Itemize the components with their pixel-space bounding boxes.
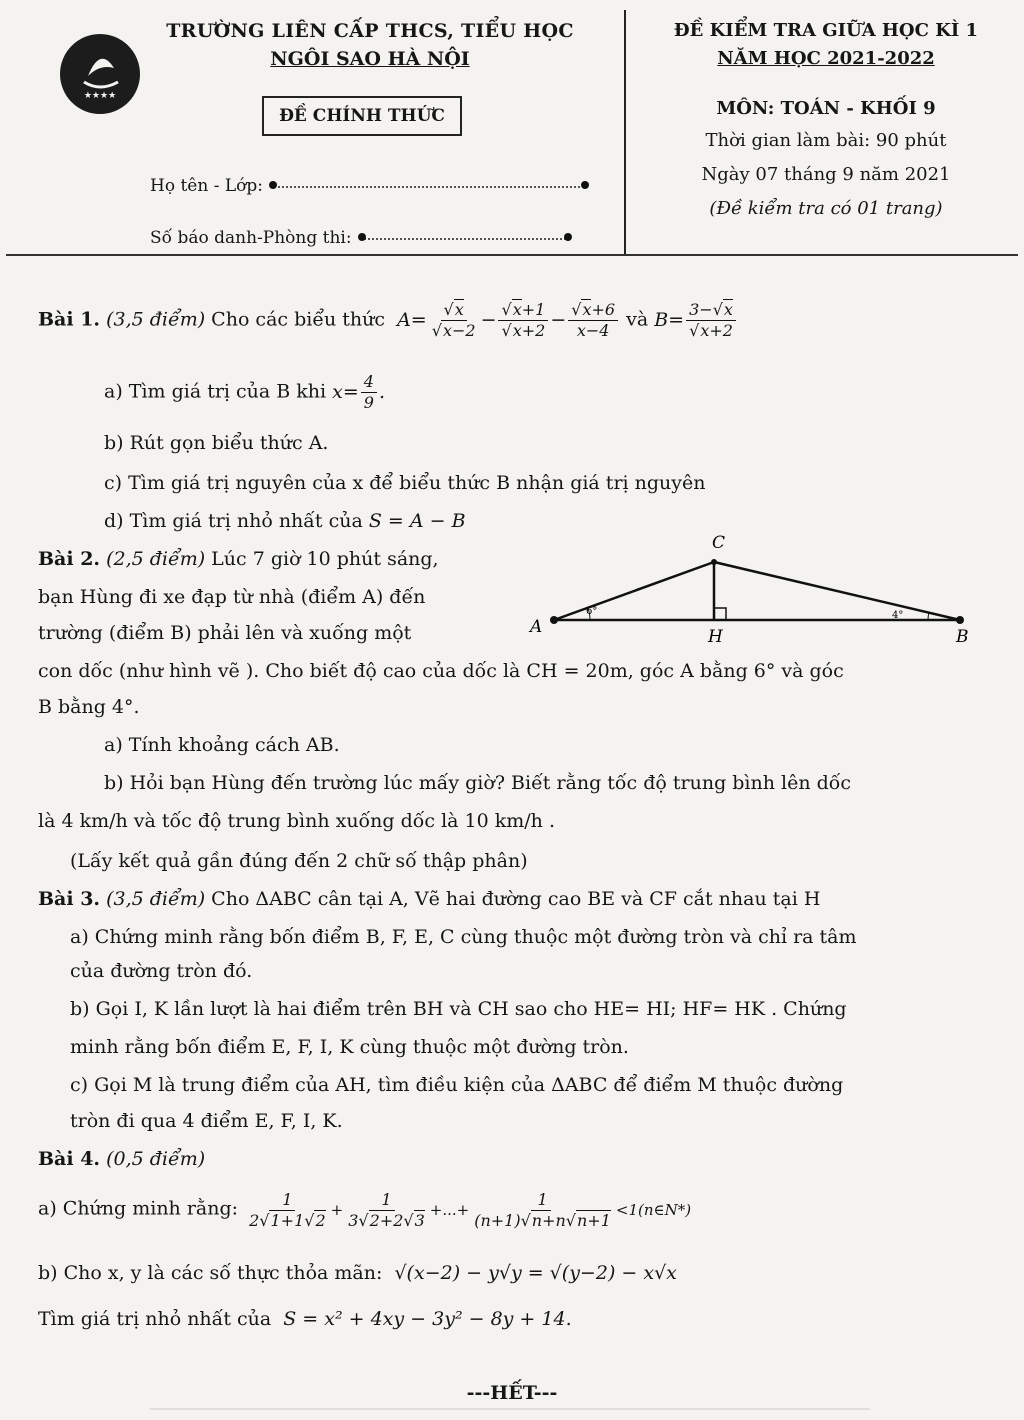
- bai1-title: Bài 1.: [38, 308, 101, 331]
- formula-S: S = A − B: [368, 510, 466, 532]
- candidate-room-dotted-line[interactable]: [360, 238, 570, 240]
- bai2-points: (2,5 điểm): [106, 548, 206, 570]
- bai4-title: Bài 4.: [38, 1148, 101, 1170]
- bai4-a-text: a) Chứng minh rằng:: [38, 1197, 239, 1220]
- bai2-l4: con dốc (như hình vẽ ). Cho biết độ cao của dốc là CH = 20m, góc A bằng 6° và góc: [38, 660, 844, 682]
- point-C: [711, 559, 717, 565]
- bai1-b: b) Rút gọn biểu thức A.: [104, 432, 329, 454]
- school-name-line2: NGÔI SAO HÀ NỘI: [270, 48, 470, 70]
- bai1-line1: [38, 300, 738, 341]
- official-exam-box: ĐỀ CHÍNH THỨC: [262, 96, 462, 136]
- label-H: H: [708, 627, 723, 647]
- label-A: A: [530, 617, 543, 637]
- bai3-line1: [38, 888, 820, 910]
- formula-sum-inequality: $\frac{1}{2√1+1√2}$ + $\frac{1}{3√2+2√3}$ +...+ $\frac{1}{(n+1)√n+n√n+1}$ <1(n∈N*): [249, 1190, 692, 1230]
- segment-AC: [554, 562, 714, 620]
- bai2-b2: là 4 km/h và tốc độ trung bình xuống dốc là 10 km/h .: [38, 810, 555, 832]
- bai1-a-text: a) Tìm giá trị của B khi: [104, 380, 327, 403]
- formula-condition: √(x−2) − y√y = √(y−2) − x√x: [394, 1262, 677, 1284]
- school-name-line1: TRƯỜNG LIÊN CẤP THCS, TIỂU HỌC: [166, 20, 574, 42]
- bai2-note: (Lấy kết quả gần đúng đến 2 chữ số thập phân): [70, 850, 528, 872]
- bai3-title: Bài 3.: [38, 888, 101, 910]
- bai3-a1: a) Chứng minh rằng bốn điểm B, F, E, C cùng thuộc một đường tròn và chỉ ra tâm: [70, 926, 857, 948]
- bai3-b2: minh rằng bốn điểm E, F, I, K cùng thuộc một đường tròn.: [70, 1036, 629, 1058]
- label-angle-A: 6°: [586, 606, 598, 617]
- bai2-line1: [38, 548, 439, 570]
- exam-title: ĐỀ KIỂM TRA GIỮA HỌC KÌ 1: [673, 20, 979, 41]
- duration: Thời gian làm bài: 90 phút: [705, 130, 947, 151]
- name-class-field: [150, 176, 587, 196]
- header-right: [628, 12, 1024, 260]
- scan-edge: [150, 1408, 870, 1410]
- bai2-a: a) Tính khoảng cách AB.: [104, 734, 340, 756]
- bai4-b-text: b) Cho x, y là các số thực thỏa mãn:: [38, 1262, 383, 1284]
- bai1-d: [104, 510, 466, 532]
- name-class-dotted-line[interactable]: [271, 186, 587, 188]
- bai2-b1: b) Hỏi bạn Hùng đến trường lúc mấy giờ? Biết rằng tốc độ trung bình lên dốc: [104, 772, 852, 794]
- candidate-room-field: [150, 228, 570, 248]
- bai4-a: [38, 1190, 691, 1231]
- bai2-l2: bạn Hùng đi xe đạp từ nhà (điểm A) đến: [38, 586, 426, 608]
- formula-S-min: S = x² + 4xy − 3y² − 8y + 14.: [283, 1308, 572, 1330]
- slope-figure: [520, 526, 980, 648]
- bai1-and: và: [626, 308, 649, 331]
- bai4-find-text: Tìm giá trị nhỏ nhất của: [38, 1308, 272, 1330]
- label-B: B: [956, 627, 969, 647]
- bai1-c: c) Tìm giá trị nguyên của x để biểu thức B nhận giá trị nguyên: [104, 472, 706, 494]
- header-divider-vertical: [624, 10, 626, 254]
- point-B: [956, 616, 964, 624]
- bai2-l5: B bằng 4°.: [38, 696, 140, 718]
- name-class-label: Họ tên - Lớp:: [150, 176, 263, 196]
- bai3-l1: Cho ΔABC cân tại A, Vẽ hai đường cao BE và CF cắt nhau tại H: [211, 888, 821, 910]
- school-year: NĂM HỌC 2021-2022: [717, 48, 935, 69]
- bai3-a2: của đường tròn đó.: [70, 960, 253, 982]
- bai3-points: (3,5 điểm): [106, 888, 206, 910]
- bai4-find: [38, 1308, 572, 1330]
- formula-B: B= $\frac{3-√x}{√x+2}$: [654, 309, 738, 331]
- header-left: [40, 12, 620, 260]
- end-marker: ---HẾT---: [466, 1382, 558, 1404]
- subject: MÔN: TOÁN - KHỐI 9: [716, 98, 936, 119]
- candidate-room-label: Số báo danh-Phòng thi:: [150, 228, 352, 248]
- pages-note: (Đề kiểm tra có 01 trang): [709, 198, 943, 219]
- exam-date: Ngày 07 tháng 9 năm 2021: [701, 164, 951, 185]
- bai4-b: [38, 1262, 677, 1284]
- bai1-a: [104, 372, 385, 413]
- right-angle-mark: [714, 608, 726, 620]
- school-logo-icon: [58, 32, 142, 116]
- formula-x-value: x= $\frac{4}{9}$ .: [332, 372, 386, 412]
- point-A: [550, 616, 558, 624]
- header-divider-horizontal: [6, 254, 1018, 256]
- bai1-intro: Cho các biểu thức: [211, 308, 386, 331]
- bai2-l1: Lúc 7 giờ 10 phút sáng,: [211, 548, 439, 570]
- bai3-b1: b) Gọi I, K lần lượt là hai điểm trên BH và CH sao cho HE= HI; HF= HK . Chứng: [70, 998, 847, 1020]
- label-C: C: [712, 533, 726, 553]
- bai2-title: Bài 2.: [38, 548, 101, 570]
- segment-CB: [714, 562, 960, 620]
- bai3-c1: c) Gọi M là trung điểm của AH, tìm điều kiện của ΔABC để điểm M thuộc đường: [70, 1074, 844, 1096]
- bai1-d-text: d) Tìm giá trị nhỏ nhất của: [104, 510, 363, 532]
- bai3-c2: tròn đi qua 4 điểm E, F, I, K.: [70, 1110, 343, 1132]
- formula-A: A= $\frac{√x}{√x-2}$ − $\frac{√x+1}{√x+2}$ − $\frac{√x+6}{x-4}$: [397, 309, 620, 331]
- label-angle-B: 4°: [892, 610, 904, 621]
- bai4-line1: [38, 1148, 205, 1170]
- bai1-points: (3,5 điểm): [106, 308, 206, 331]
- bai4-points: (0,5 điểm): [106, 1148, 206, 1170]
- bai2-l3: trường (điểm B) phải lên và xuống một: [38, 622, 412, 644]
- svg-text:★★★★: ★★★★: [83, 91, 117, 101]
